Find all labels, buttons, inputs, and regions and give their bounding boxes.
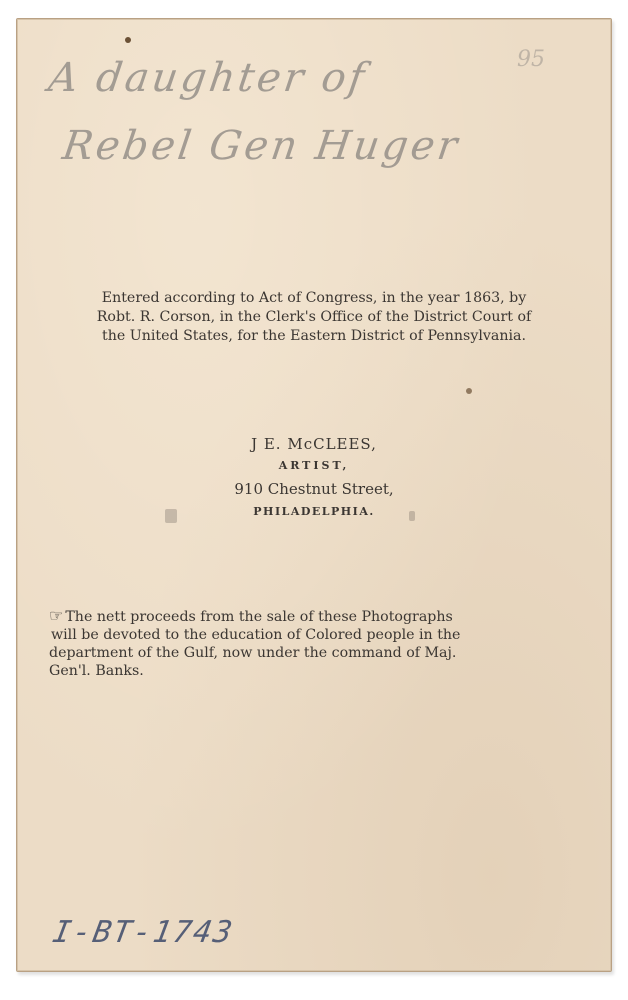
publisher-imprint bbox=[17, 433, 611, 523]
copyright-line-3: the United States, for the Eastern District of Pennsylvania. bbox=[102, 328, 526, 344]
cabinet-card-back bbox=[16, 18, 612, 972]
publisher-name: J E. McCLEES, bbox=[251, 435, 377, 453]
proceeds-notice bbox=[49, 607, 579, 680]
publisher-title: ARTIST, bbox=[278, 459, 350, 472]
ink-spot bbox=[466, 388, 472, 394]
stamp-smudge bbox=[165, 509, 177, 523]
notice-line-3: department of the Gulf, now under the command of Maj. bbox=[49, 645, 457, 661]
stamp-smudge bbox=[409, 511, 415, 521]
notice-line-2: will be devoted to the education of Colored people in the bbox=[51, 627, 461, 643]
handwritten-number: 95 bbox=[517, 47, 545, 72]
notice-line-1: The nett proceeds from the sale of these Photographs bbox=[65, 609, 453, 625]
handwritten-catalog-id: I-BT-1743 bbox=[49, 915, 237, 950]
publisher-address: 910 Chestnut Street, bbox=[234, 480, 394, 498]
copyright-notice bbox=[17, 289, 611, 346]
handwritten-caption-line-2: Rebel Gen Huger bbox=[59, 123, 463, 169]
copyright-line-1: Entered according to Act of Congress, in the year 1863, by bbox=[101, 290, 527, 306]
ink-spot bbox=[125, 37, 131, 43]
notice-line-4: Gen'l. Banks. bbox=[49, 663, 144, 679]
handwritten-caption-line-1: A daughter of bbox=[45, 55, 370, 101]
pointing-hand-icon: ☞ bbox=[49, 606, 64, 625]
publisher-city: PHILADELPHIA. bbox=[253, 505, 375, 518]
copyright-line-2: Robt. R. Corson, in the Clerk's Office of the District Court of bbox=[96, 309, 532, 325]
